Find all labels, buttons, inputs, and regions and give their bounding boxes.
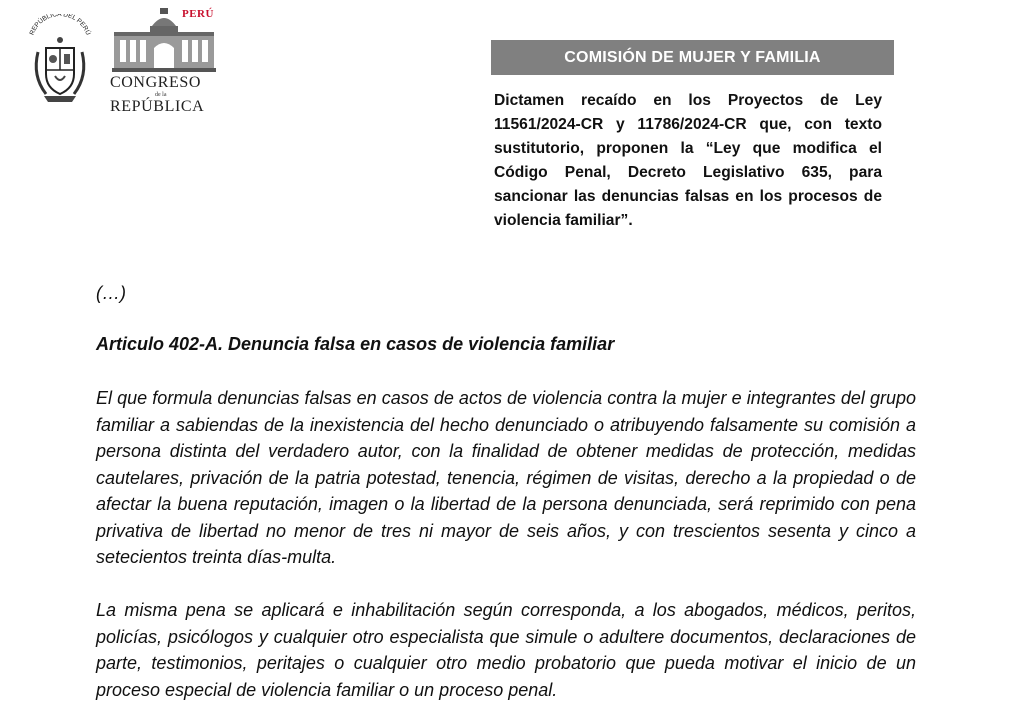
article-paragraph-2: La misma pena se aplicará e inhabilitación según corresponda, a los abogados, médicos, peritos, policías, psicólogos y cualquier otro especialista que simule o adultere documentos, declaraciones de parte, testimonios, peritajes o cualquier otro medio probatorio que pueda motivar el inicio de un proceso especial de violencia familiar o un proceso penal. (96, 600, 916, 700)
peru-coat-of-arms-icon (24, 14, 96, 106)
de-la-label: de la (155, 92, 167, 98)
svg-text:REPÚBLICA DEL PERÚ: REPÚBLICA DEL PERÚ (28, 14, 92, 37)
article-title: Articulo 402-A. Denuncia falsa en casos de violencia familiar (96, 334, 615, 354)
republica-label: REPÚBLICA (110, 98, 205, 115)
peru-label: PERÚ (182, 8, 214, 20)
congreso-logo (108, 4, 220, 116)
commission-header: COMISIÓN DE MUJER Y FAMILIA (491, 40, 894, 75)
congreso-label: CONGRESO (110, 74, 202, 91)
dictamen-summary: Dictamen recaído en los Proyectos de Ley 11561/2024-CR y 11786/2024-CR que, con texto sustitutorio, proponen la “Ley que modifica el Código Penal, Decreto Legislativo 635, para sancionar las denuncias falsas en los procesos de violencia familiar”. (494, 92, 882, 229)
ellipsis-marker: (…) (96, 283, 126, 303)
article-paragraph-1: El que formula denuncias falsas en casos de actos de violencia contra la mujer e integrantes del grupo familiar a sabiendas de la inexistencia del hecho denunciado o atribuyendo falsamente su comisión a persona distinta del verdadero autor, con la finalidad de obtener medidas de protección, medidas cautelares, privación de la patria potestad, tenencia, régimen de visitas, derecho a la propiedad o de afectar la buena reputación, imagen o la libertad de la persona denunciada, será reprimido con pena privativa de libertad no menor de tres ni mayor de seis años, y con trescientos sesenta y cinco a setecientos treinta días-multa. (96, 388, 916, 567)
